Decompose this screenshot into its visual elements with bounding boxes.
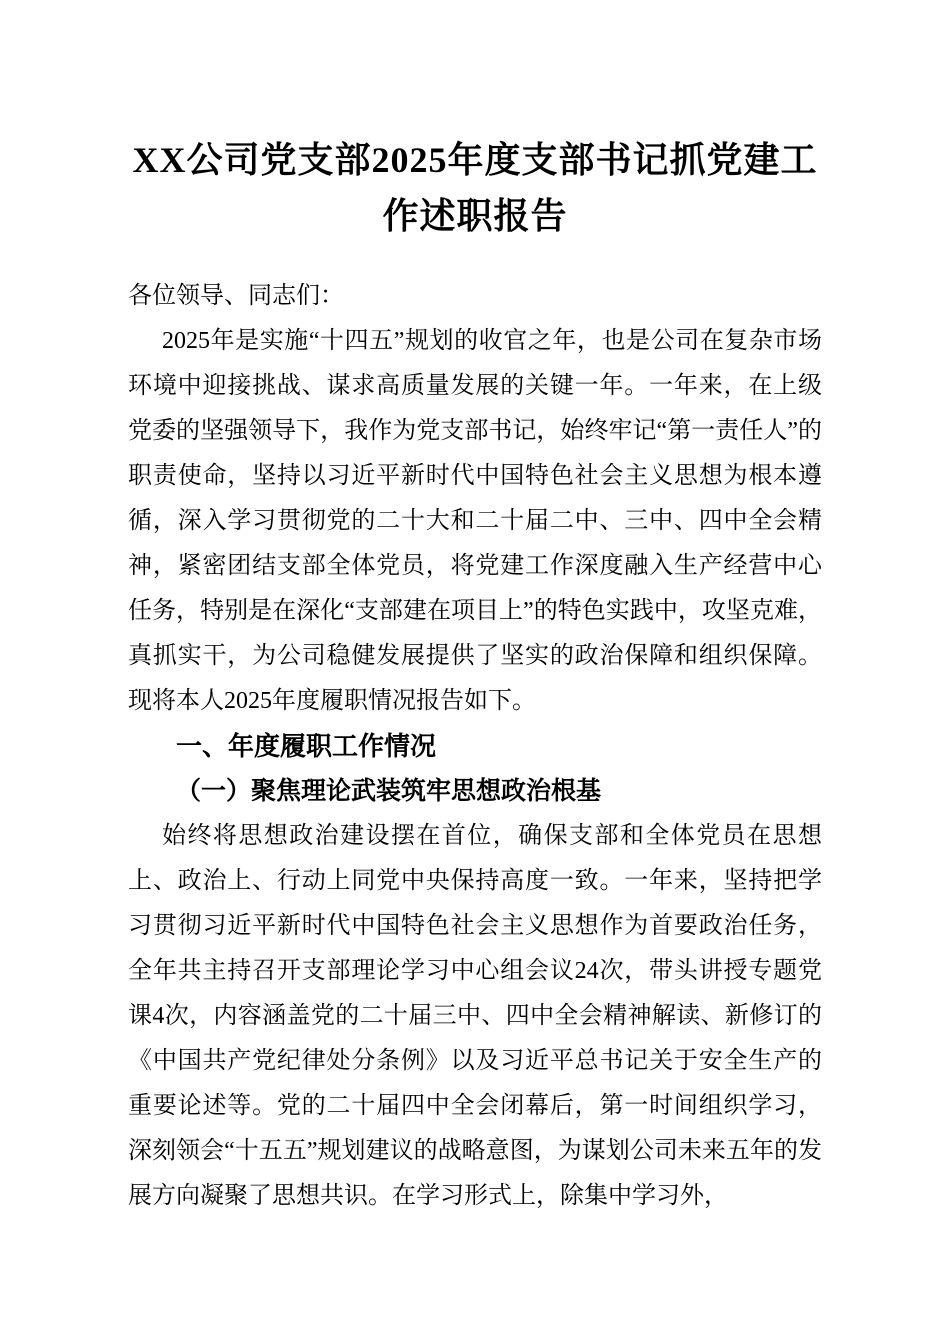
- document-title: XX公司党支部2025年度支部书记抓党建工作述职报告: [132, 140, 818, 236]
- section-heading-1: 一、年度履职工作情况: [176, 731, 437, 761]
- section-subheading-1-1: （一）聚焦理论武装筑牢思想政治根基: [176, 778, 602, 805]
- document-body: [128, 274, 822, 1219]
- section-1-paragraph: 始终将思想政治建设摆在首位，确保支部和全体党员在思想上、政治上、行动上同党中央保持高度一致。一年来，坚持把学习贯彻习近平新时代中国特色社会主义思想作为首要政治任务，全年共主持召开支部理论学习中心组会议24次，带头讲授专题党课4次，内容涵盖党的二十届三中、四中全会精神解读、新修订的《中国共产党纪律处分条例》以及习近平总书记关于安全生产的重要论述等。党的二十届四中全会闭幕后，第一时间组织学习，深刻领会“十五五”规划建议的战略意图，为谋划公司未来五年的发展方向凝聚了思想共识。在学习形式上，除集中学习外，: [128, 823, 822, 1209]
- salutation: 各位领导、同志们：: [128, 283, 344, 309]
- intro-paragraph: 2025年是实施“十四五”规划的收官之年，也是公司在复杂市场环境中迎接挑战、谋求高质量发展的关键一年。一年来，在上级党委的坚强领导下，我作为党支部书记，始终牢记“第一责任人”的职责使命，坚持以习近平新时代中国特色社会主义思想为根本遵循，深入学习贯彻党的二十大和二十届二中、三中、四中全会精神，紧密团结支部全体党员，将党建工作深度融入生产经营中心任务，特别是在深化“支部建在项目上”的特色实践中，攻坚克难，真抓实干，为公司稳健发展提供了坚实的政治保障和组织保障。现将本人2025年度履职情况报告如下。: [128, 328, 822, 714]
